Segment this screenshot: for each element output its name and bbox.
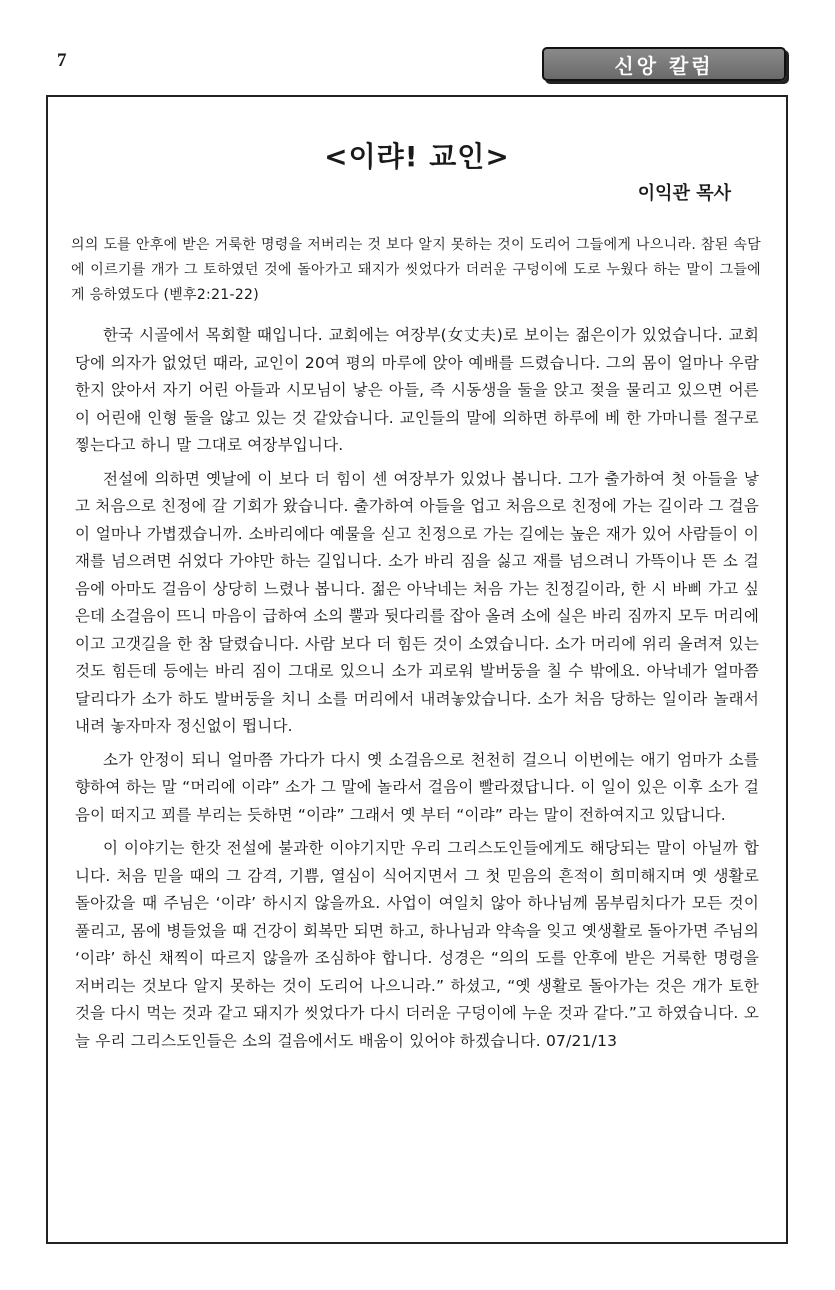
paragraph-1: 한국 시골에서 목회할 때입니다. 교회에는 여장부(女丈夫)로 보이는 젊은이가 있었습니다. 교회당에 의자가 없었던 때라, 교인이 20여 평의 마루에 앉아 예배를 드렸습니다. 그의 몸이 얼마나 우람한지 앉아서 자기 어린 아들과 시모님이 낳은 아들, 즉 시동생을 둘을 앉고 젖을 물리고 있으면 어른이 어린애 인형 둘을 않고 있는 것 같았습니다. 교인들의 말에 의하면 하루에 베 한 가마니를 절구로 찧는다고 하니 말 그대로 여장부입니다. xyxy=(75,326,759,454)
article-frame xyxy=(46,95,788,1244)
scripture-verse: 의의 도를 안후에 받은 거룩한 명령을 저버리는 것 보다 알지 못하는 것이 도리어 그들에게 나으니라. 참된 속담에 이르기를 개가 그 토하였던 것에 돌아가고 돼지가 씻었다가 더러운 구덩이에 도로 누웠다 하는 말이 그들에게 응하였도다 (벧후2:21-22) xyxy=(71,237,761,303)
paragraph-3: 소가 안정이 되니 얼마쯤 가다가 다시 옛 소걸음으로 천천히 걸으니 이번에는 애기 엄마가 소를 향하여 하는 말 “머리에 이랴” 소가 그 말에 놀라서 걸음이 빨라졌답니다. 이 일이 있은 이후 소가 걸음이 떠지고 꾀를 부리는 듯하면 “이랴” 그래서 옛 부터 “이랴” 라는 말이 전하여지고 있답니다. xyxy=(75,750,759,824)
page-number: 7 xyxy=(57,50,67,71)
section-tab: 신앙 칼럼 xyxy=(542,47,786,81)
paragraph-4: 이 이야기는 한갓 전설에 불과한 이야기지만 우리 그리스도인들에게도 해당되는 말이 아닐까 합니다. 처음 믿을 때의 그 감격, 기쁨, 열심이 식어지면서 그 첫 믿음의 흔적이 희미해지며 옛 생활로 돌아갔을 때 주님은 ‘이랴’ 하시지 않을까요. 사업이 여일치 않아 하나님께 몸부림치다가 모든 것이 풀리고, 몸에 병들었을 때 건강이 회복만 되면 하고, 하나님과 약속을 잊고 옛생활로 돌아가면 주님의 ‘이랴’ 하신 채찍이 따르지 않을까 조심하야 합니다. 성경은 “의의 도를 안후에 받은 거룩한 명령을 저버리는 것보다 알지 못하는 것이 도리어 나으니라.” 하셨고, “옛 생활로 돌아가는 것은 개가 토한 것을 다시 먹는 것과 같고 돼지가 씻었다가 다시 더러운 구덩이에 누운 것과 같다.”고 하였습니다. 오늘 우리 그리스도인들은 소의 걸음에서도 배움이 있어야 하겠습니다. 07/21/13 xyxy=(75,839,759,1050)
article-author: 이익관 목사 xyxy=(637,183,731,204)
paragraph-2: 전설에 의하면 옛날에 이 보다 더 힘이 센 여장부가 있었나 봅니다. 그가 출가하여 첫 아들을 낳고 처음으로 친정에 갈 기회가 왔습니다. 출가하여 아들을 업고 처음으로 친정에 가는 길이라 그 걸음이 얼마나 가볍겠습니까. 소바리에다 예물을 싣고 친정으로 가는 길에는 높은 재가 있어 사람들이 이 재를 넘으려면 쉬었다 가야만 하는 길입니다. 소가 바리 짐을 싫고 재를 넘으려니 가뜩이나 뜬 소 걸음에 아마도 걸음이 상당히 느렸나 봅니다. 젊은 아낙네는 처음 가는 친정길이라, 한 시 바삐 가고 싶은데 소걸음이 뜨니 마음이 급하여 소의 뿔과 뒷다리를 잡아 올려 소에 실은 바리 짐까지 모두 머리에 이고 고갯길을 한 참 달렸습니다. 사람 보다 더 힘든 것이 소였습니다. 소가 머리에 위리 올려져 있는 것도 힘든데 등에는 바리 짐이 그대로 있으니 소가 괴로워 발버둥을 칠 수 밖에요. 아낙네가 얼마쯤 달리다가 소가 하도 발버둥을 치니 소를 머리에서 내려놓았습니다. 소가 처음 당하는 일이라 놀래서 내려 놓자마자 정신없이 뜁니다. xyxy=(75,469,759,735)
article-title: <이랴! 교인> xyxy=(324,140,510,173)
article-body xyxy=(75,322,759,1061)
